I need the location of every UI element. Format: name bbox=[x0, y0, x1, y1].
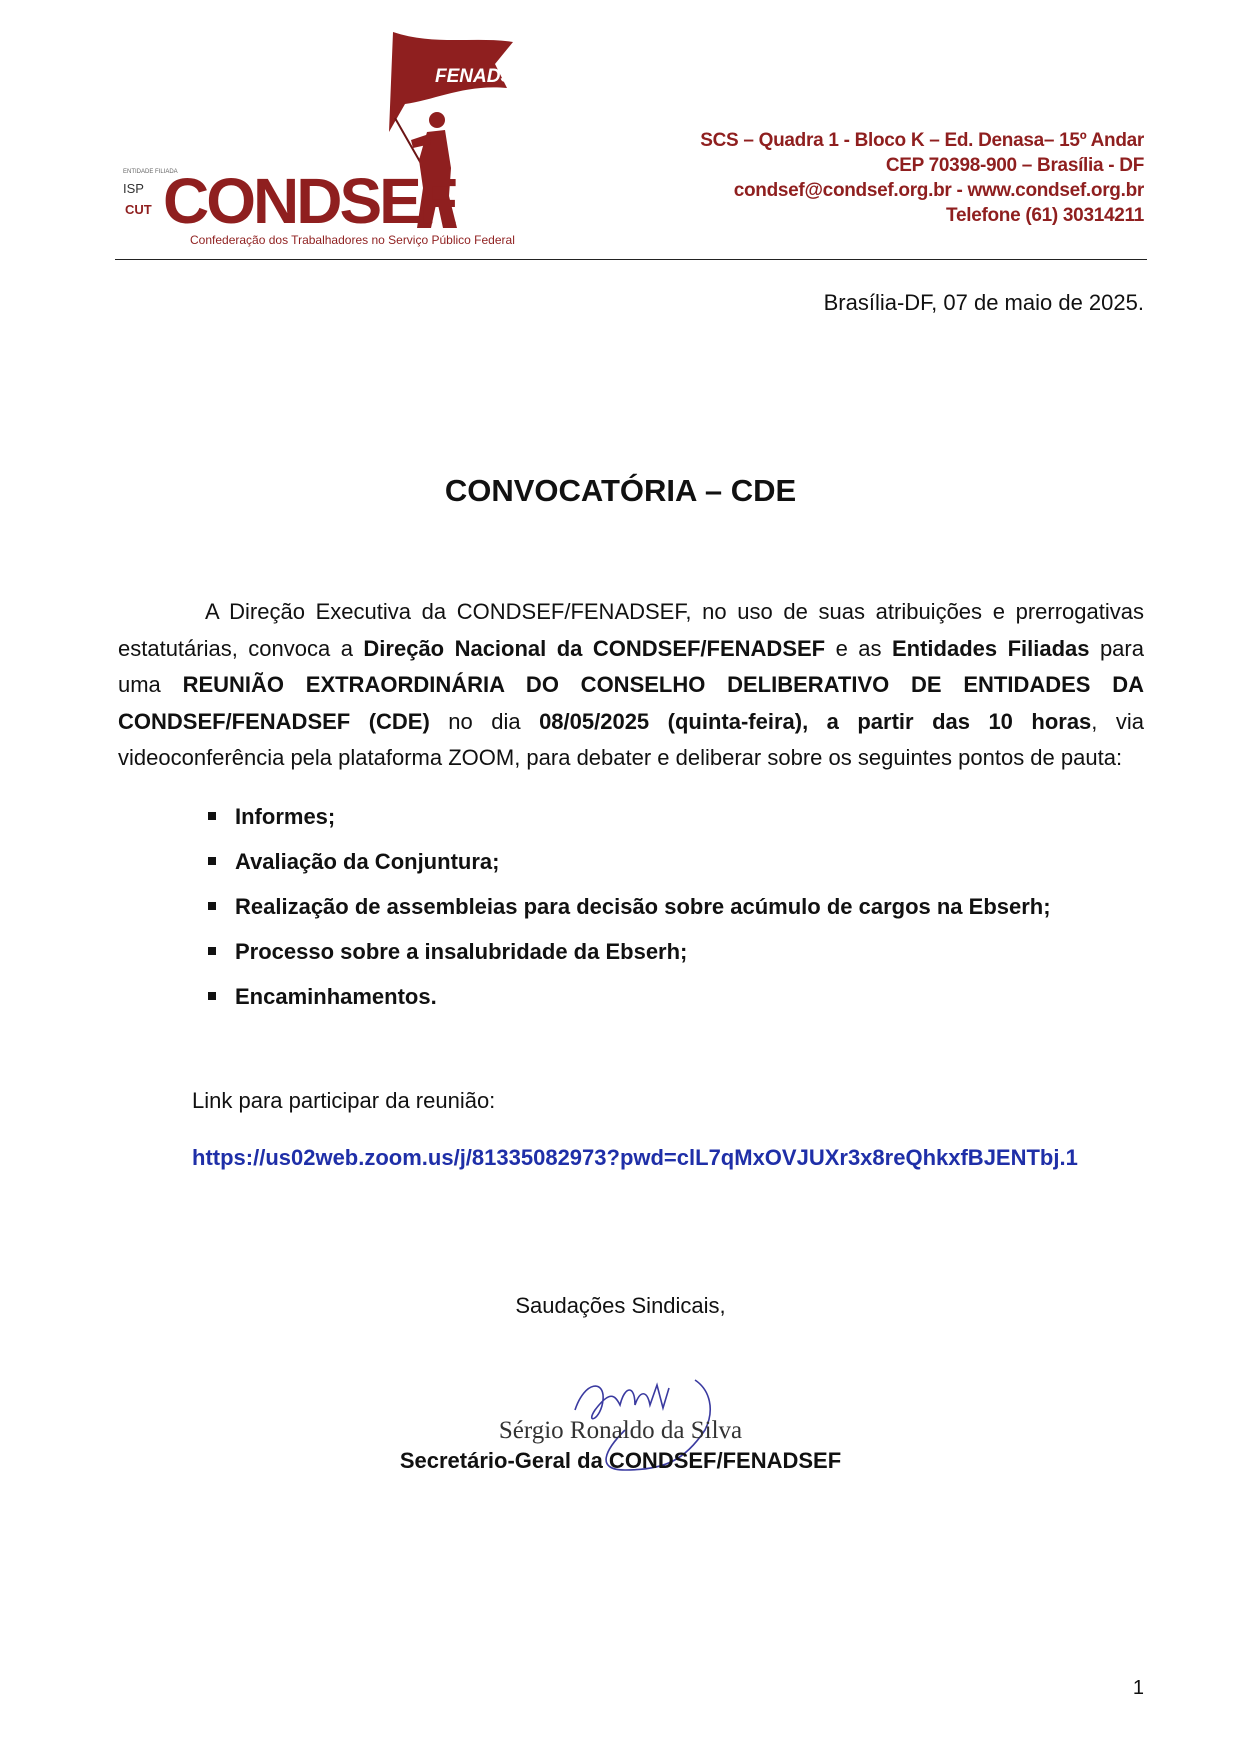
signer-name: Sérgio Ronaldo da Silva bbox=[498, 1417, 743, 1444]
cep-line: CEP 70398-900 – Brasília - DF bbox=[885, 155, 1144, 176]
condsef-logo bbox=[123, 28, 595, 258]
agenda-item-text: Realização de assembleias para decisão sobre acúmulo de cargos na Ebserh; bbox=[235, 894, 1051, 919]
agenda-item-text: Informes; bbox=[235, 804, 336, 829]
address-line: SCS – Quadra 1 - Bloco K – Ed. Denasa– 15º Andar bbox=[700, 130, 1144, 151]
agenda-item bbox=[210, 980, 1051, 1025]
agenda-item-text: Processo sobre a insalubridade da Ebserh; bbox=[235, 939, 688, 964]
header-divider bbox=[115, 259, 1147, 260]
agenda-list bbox=[210, 800, 1051, 1025]
zoom-meeting-link[interactable]: https://us02web.zoom.us/j/81335082973?pwd=clL7qMxOVJUXr3x8reQhkxfBJENTbj.1 bbox=[192, 1145, 1078, 1170]
greeting: Saudações Sindicais, bbox=[515, 1293, 726, 1318]
agenda-item bbox=[210, 935, 1051, 980]
bullet-icon bbox=[208, 812, 216, 820]
agenda-item bbox=[210, 890, 1051, 935]
body-bold-4: 08/05/2025 (quinta-feira), a partir das 10 horas bbox=[539, 708, 1092, 734]
bullet-icon bbox=[208, 992, 216, 1000]
document-title: CONVOCATÓRIA – CDE bbox=[444, 473, 797, 508]
link-label: Link para participar da reunião: bbox=[192, 1088, 496, 1113]
body-paragraph bbox=[118, 594, 1144, 777]
agenda-item-text: Encaminhamentos. bbox=[235, 984, 437, 1009]
cut-label: CUT bbox=[125, 202, 152, 217]
body-bold-2: Entidades Filiadas bbox=[891, 635, 1090, 661]
agenda-item bbox=[210, 800, 1051, 845]
contact-block bbox=[700, 128, 1144, 228]
date-line: Brasília-DF, 07 de maio de 2025. bbox=[823, 290, 1144, 315]
phone-line: Telefone (61) 30314211 bbox=[946, 205, 1144, 226]
body-text-4: no dia bbox=[429, 708, 540, 734]
agenda-item-text: Avaliação da Conjuntura; bbox=[235, 849, 500, 874]
body-text-5: , via videoconferência pela plataforma ZOOM, para debater e deliberar sobre os seguintes pontos de pauta: bbox=[118, 708, 1145, 770]
isp-label: ISP bbox=[123, 181, 144, 196]
affiliation-label: ENTIDADE FILIADA bbox=[123, 169, 178, 175]
bullet-icon bbox=[208, 857, 216, 865]
body-bold-1: Direção Nacional da CONDSEF/FENADSEF bbox=[363, 635, 826, 661]
body-text-3: para uma bbox=[118, 635, 1144, 697]
body-text-2: e as bbox=[825, 635, 892, 661]
flag-text: FENADSEF bbox=[435, 66, 538, 87]
agenda-item bbox=[210, 845, 1051, 890]
signer-role: Secretário-Geral da CONDSEF/FENADSEF bbox=[399, 1448, 842, 1473]
page-number: 1 bbox=[1132, 1677, 1144, 1699]
bullet-icon bbox=[208, 947, 216, 955]
bullet-icon bbox=[208, 902, 216, 910]
body-text-1: A Direção Executiva da CONDSEF/FENADSEF, no uso de suas atribuições e prerrogativas estatutárias, convoca a bbox=[118, 599, 1144, 661]
body-bold-3: REUNIÃO EXTRAORDINÁRIA DO CONSELHO DELIBERATIVO DE ENTIDADES DA CONDSEF/FENADSEF (CDE) bbox=[118, 672, 1144, 734]
brand-wordmark: CONDSEF bbox=[163, 165, 455, 237]
email-web-line[interactable]: condsef@condsef.org.br - www.condsef.org.br bbox=[733, 180, 1144, 201]
logo-tagline: Confederação dos Trabalhadores no Serviço Público Federal bbox=[190, 233, 515, 247]
